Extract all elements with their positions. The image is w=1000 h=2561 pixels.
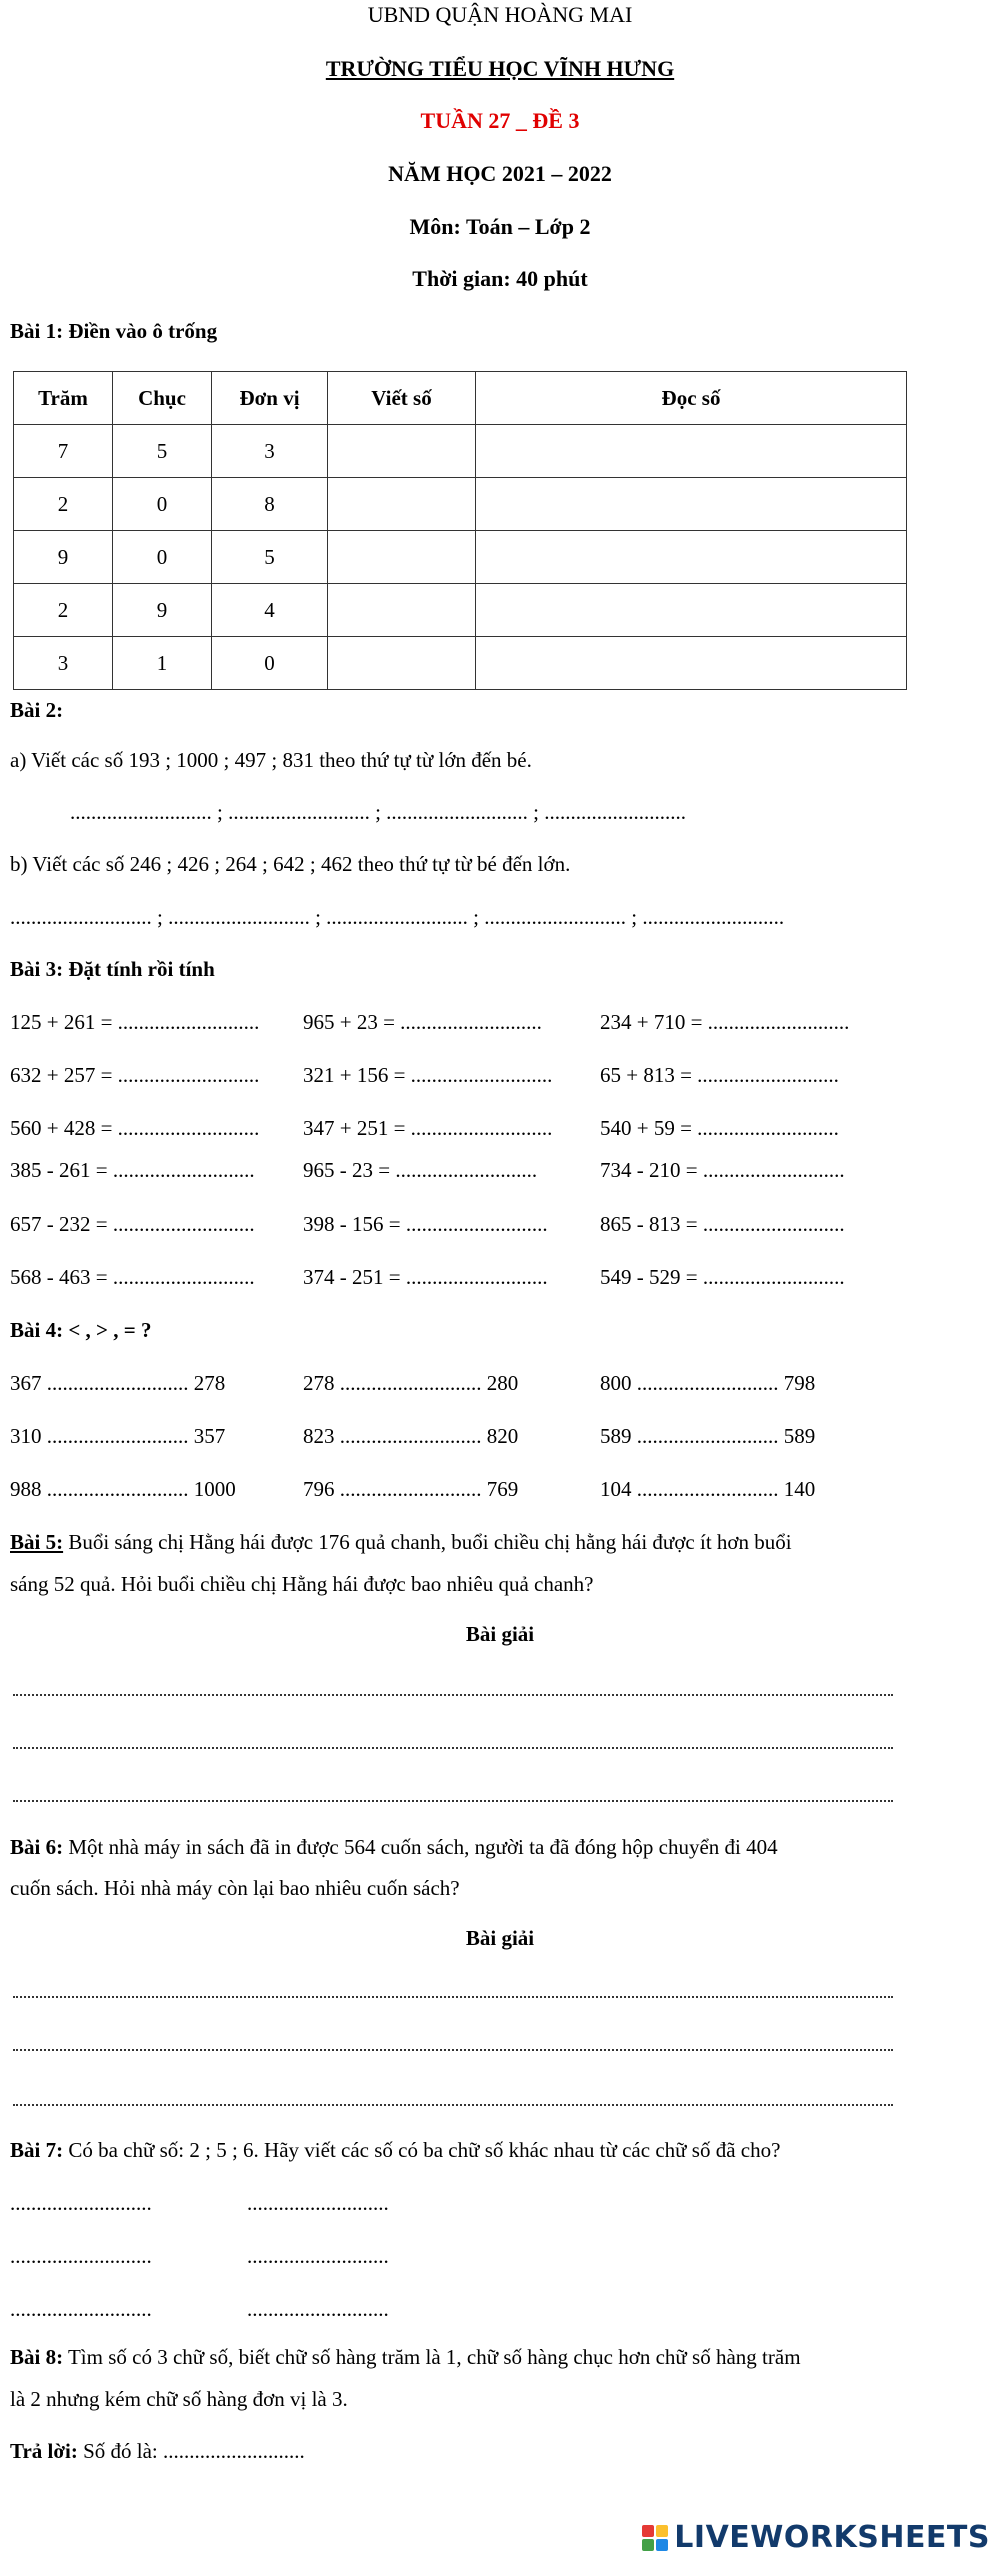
read-number-cell[interactable]	[476, 637, 907, 690]
bai7-blank[interactable]: ...........................	[10, 2244, 152, 2268]
place-value-table	[13, 371, 907, 690]
liveworksheets-logo	[642, 2520, 990, 2555]
district-name: UBND QUẬN HOÀNG MAI	[367, 2, 633, 27]
calc-item[interactable]: 560 + 428 = ...........................	[10, 1116, 260, 1140]
calc-item[interactable]: 865 - 813 = ...........................	[600, 1212, 845, 1236]
col-units: Đơn vị	[212, 372, 328, 425]
answer-line[interactable]	[13, 1996, 893, 1998]
cell: 8	[212, 478, 328, 531]
bai5-question-line1	[10, 1530, 792, 1555]
read-number-cell[interactable]	[476, 531, 907, 584]
table-row	[14, 425, 907, 478]
compare-item[interactable]: 310 ........................... 357	[10, 1424, 226, 1448]
write-number-cell[interactable]	[328, 637, 476, 690]
bai7-blank[interactable]: ...........................	[247, 2297, 389, 2321]
compare-item[interactable]: 800 ........................... 798	[600, 1371, 816, 1395]
table-row	[14, 637, 907, 690]
write-number-cell[interactable]	[328, 478, 476, 531]
cell: 0	[113, 531, 212, 584]
cell: 5	[212, 531, 328, 584]
calc-item[interactable]: 965 - 23 = ...........................	[303, 1158, 538, 1182]
table-header-row	[14, 372, 907, 425]
bai2-title: Bài 2:	[10, 698, 64, 722]
bai6-solution-heading: Bài giải	[465, 1926, 535, 1950]
bai6-question-line1	[10, 1835, 778, 1860]
calc-item[interactable]: 568 - 463 = ...........................	[10, 1265, 255, 1289]
col-tens: Chục	[113, 372, 212, 425]
table-row	[14, 478, 907, 531]
cell: 9	[14, 531, 113, 584]
bai7-question	[10, 2138, 780, 2163]
calc-item[interactable]: 657 - 232 = ...........................	[10, 1212, 255, 1236]
bai1-title: Bài 1: Điền vào ô trống	[10, 319, 218, 343]
duration: Thời gian: 40 phút	[412, 266, 588, 291]
calc-item[interactable]: 549 - 529 = ...........................	[600, 1265, 845, 1289]
table-row	[14, 584, 907, 637]
subject: Môn: Toán – Lớp 2	[409, 214, 591, 239]
calc-item[interactable]: 65 + 813 = ...........................	[600, 1063, 839, 1087]
calc-item[interactable]: 321 + 156 = ...........................	[303, 1063, 553, 1087]
read-number-cell[interactable]	[476, 478, 907, 531]
school-year: NĂM HỌC 2021 – 2022	[388, 161, 612, 186]
cell: 3	[212, 425, 328, 478]
col-read-number: Đọc số	[476, 372, 907, 425]
cell: 9	[113, 584, 212, 637]
calc-item[interactable]: 234 + 710 = ...........................	[600, 1010, 850, 1034]
bai8-answer[interactable]	[10, 2439, 305, 2464]
answer-line[interactable]	[13, 1747, 893, 1749]
compare-item[interactable]: 988 ........................... 1000	[10, 1477, 236, 1501]
answer-line[interactable]	[13, 2104, 893, 2106]
liveworksheets-brand-text: LIVEWORKSHEETS	[674, 2520, 990, 2555]
cell: 3	[14, 637, 113, 690]
cell: 1	[113, 637, 212, 690]
compare-item[interactable]: 278 ........................... 280	[303, 1371, 519, 1395]
bai6-text: Một nhà máy in sách đã in được 564 cuốn sách, người ta đã đóng hộp chuyển đi 404	[63, 1835, 778, 1859]
write-number-cell[interactable]	[328, 425, 476, 478]
bai7-text: Có ba chữ số: 2 ; 5 ; 6. Hãy viết các số có ba chữ số khác nhau từ các chữ số đã cho?	[63, 2138, 781, 2162]
cell: 4	[212, 584, 328, 637]
calc-item[interactable]: 398 - 156 = ...........................	[303, 1212, 548, 1236]
col-hundreds: Trăm	[14, 372, 113, 425]
bai5-question-line2: sáng 52 quả. Hỏi buổi chiều chị Hằng hái được bao nhiêu quả chanh?	[10, 1572, 594, 1596]
bai7-label: Bài 7:	[10, 2138, 64, 2162]
week-title: TUẦN 27 _ ĐỀ 3	[420, 108, 580, 133]
cell: 2	[14, 584, 113, 637]
bai6-question-line2: cuốn sách. Hỏi nhà máy còn lại bao nhiêu cuốn sách?	[10, 1876, 460, 1900]
bai7-blank[interactable]: ...........................	[247, 2191, 389, 2215]
answer-line[interactable]	[13, 1694, 893, 1696]
calc-item[interactable]: 965 + 23 = ...........................	[303, 1010, 542, 1034]
table-row	[14, 531, 907, 584]
calc-item[interactable]: 385 - 261 = ...........................	[10, 1158, 255, 1182]
compare-item[interactable]: 823 ........................... 820	[303, 1424, 519, 1448]
compare-item[interactable]: 589 ........................... 589	[600, 1424, 816, 1448]
bai8-label: Bài 8:	[10, 2345, 64, 2369]
bai6-label: Bài 6:	[10, 1835, 64, 1859]
bai8-text: Tìm số có 3 chữ số, biết chữ số hàng trăm là 1, chữ số hàng chục hơn chữ số hàng trăm	[63, 2345, 801, 2369]
cell: 5	[113, 425, 212, 478]
cell: 0	[212, 637, 328, 690]
compare-item[interactable]: 367 ........................... 278	[10, 1371, 226, 1395]
bai8-question-line1	[10, 2345, 801, 2370]
bai2b-answer-blank[interactable]: ........................... ; ........................... ; ........................... ; ........................... ; ...........................	[10, 905, 785, 929]
calc-item[interactable]: 734 - 210 = ...........................	[600, 1158, 845, 1182]
bai5-text: Buổi sáng chị Hằng hái được 176 quả chanh, buổi chiều chị hằng hái được ít hơn buổi	[63, 1530, 792, 1554]
bai8-question-line2: là 2 nhưng kém chữ số hàng đơn vị là 3.	[10, 2387, 348, 2411]
write-number-cell[interactable]	[328, 531, 476, 584]
bai3-title: Bài 3: Đặt tính rồi tính	[10, 957, 215, 981]
bai2a-question: a) Viết các số 193 ; 1000 ; 497 ; 831 theo thứ tự từ lớn đến bé.	[10, 748, 532, 772]
col-write-number: Viết số	[328, 372, 476, 425]
bai5-solution-heading: Bài giải	[465, 1622, 535, 1646]
calc-item[interactable]: 374 - 251 = ...........................	[303, 1265, 548, 1289]
write-number-cell[interactable]	[328, 584, 476, 637]
school-name: TRƯỜNG TIỂU HỌC VĨNH HƯNG	[325, 56, 675, 81]
bai7-blank[interactable]: ...........................	[10, 2297, 152, 2321]
bai8-answer-text[interactable]: Số đó là: ...........................	[77, 2439, 305, 2463]
liveworksheets-icon	[642, 2525, 670, 2553]
calc-item[interactable]: 540 + 59 = ...........................	[600, 1116, 839, 1140]
compare-item[interactable]: 796 ........................... 769	[303, 1477, 519, 1501]
bai7-blank[interactable]: ...........................	[247, 2244, 389, 2268]
calc-item[interactable]: 632 + 257 = ...........................	[10, 1063, 260, 1087]
compare-item[interactable]: 104 ........................... 140	[600, 1477, 816, 1501]
bai8-answer-label: Trả lời:	[10, 2439, 78, 2463]
read-number-cell[interactable]	[476, 584, 907, 637]
bai2b-question: b) Viết các số 246 ; 426 ; 264 ; 642 ; 462 theo thứ tự từ bé đến lớn.	[10, 852, 571, 876]
cell: 2	[14, 478, 113, 531]
bai2a-answer-blank[interactable]: ........................... ; ........................... ; ........................... ; ...........................	[70, 800, 687, 824]
calc-item[interactable]: 125 + 261 = ...........................	[10, 1010, 260, 1034]
bai7-blank[interactable]: ...........................	[10, 2191, 152, 2215]
answer-line[interactable]	[13, 2049, 893, 2051]
cell: 0	[113, 478, 212, 531]
answer-line[interactable]	[13, 1800, 893, 1802]
calc-item[interactable]: 347 + 251 = ...........................	[303, 1116, 553, 1140]
bai5-label: Bài 5:	[10, 1530, 64, 1554]
read-number-cell[interactable]	[476, 425, 907, 478]
cell: 7	[14, 425, 113, 478]
bai4-title: Bài 4: < , > , = ?	[10, 1318, 152, 1342]
